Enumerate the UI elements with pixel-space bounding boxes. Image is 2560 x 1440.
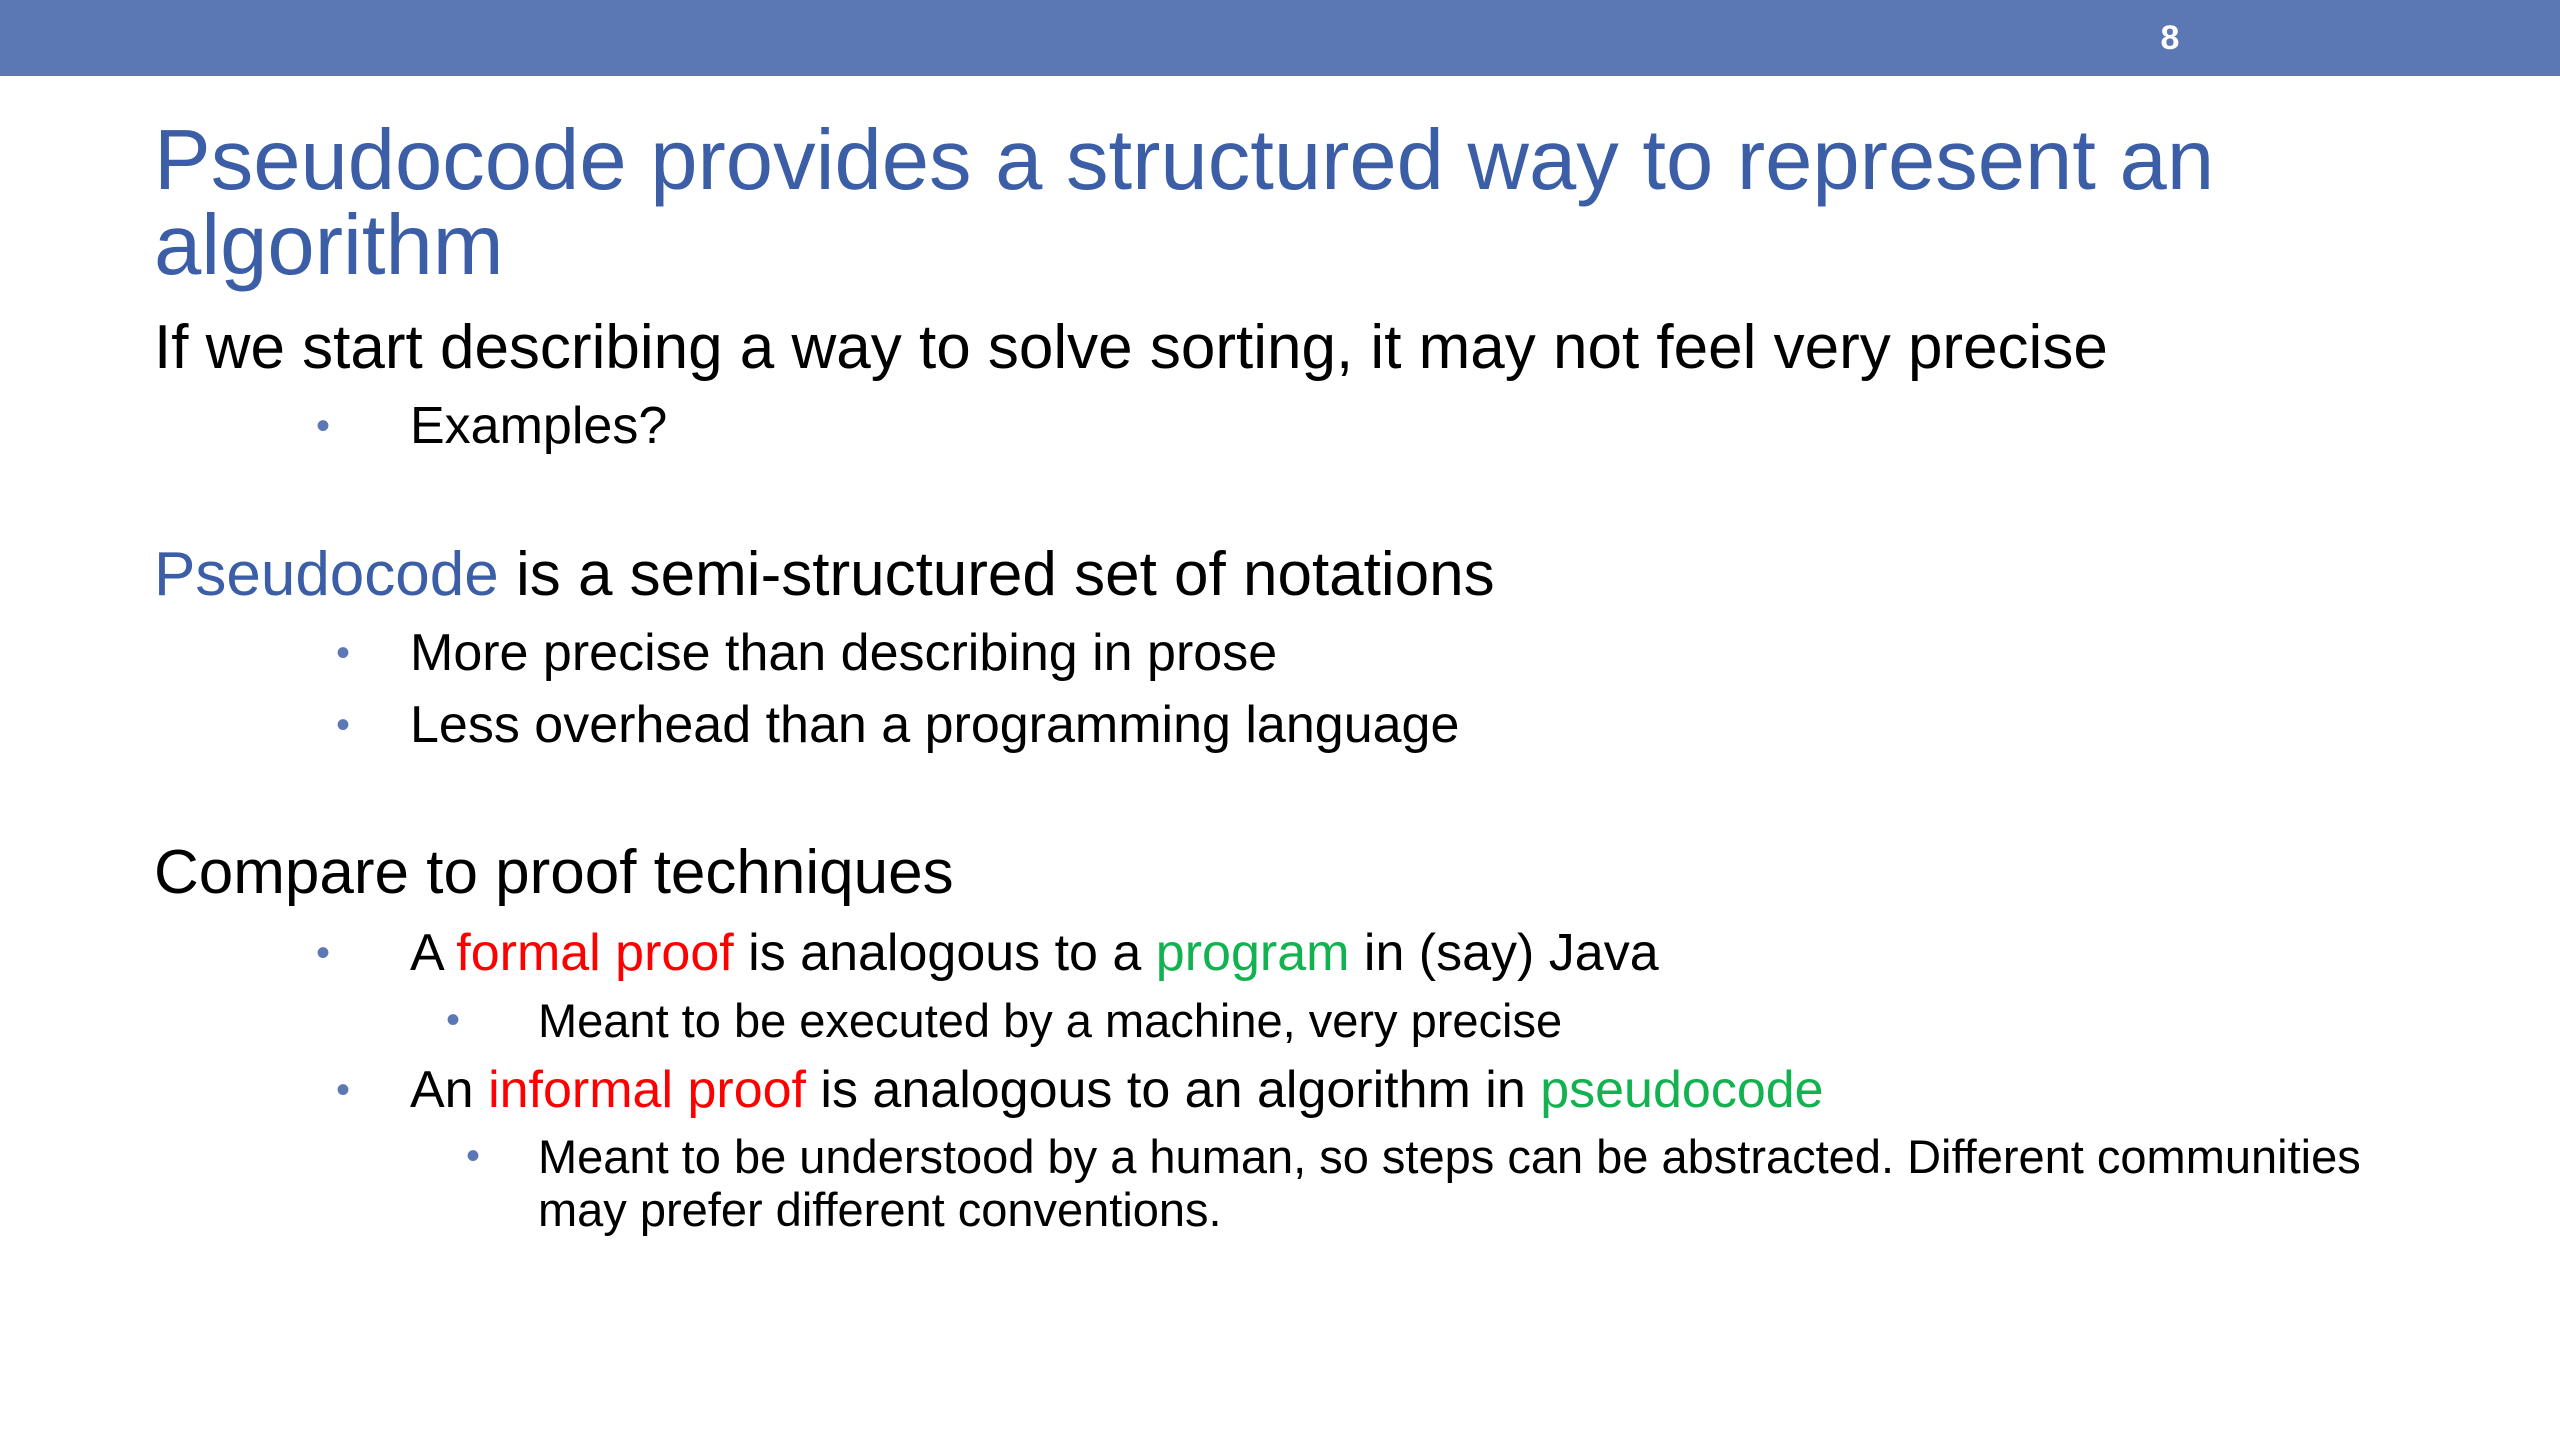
slide-title: Pseudocode provides a structured way to represent an algorithm [154, 113, 2215, 293]
item2-text-b: is analogous to an algorithm in [805, 1061, 1541, 1119]
item1-text-b: is analogous to a [733, 924, 1156, 982]
section2-bullet-precise: More precise than describing in prose [410, 624, 1278, 682]
section3-heading: Compare to proof techniques [154, 838, 954, 907]
section2-heading [154, 540, 1495, 610]
item1-text-a: A [410, 924, 457, 982]
page-number: 8 [2160, 19, 2180, 57]
section3-item2-sub: Meant to be understood by a human, so steps can be abstracted. Different communities may prefer different conventions. [538, 1130, 2361, 1236]
section1-bullet-examples: Examples? [410, 397, 668, 455]
program-term: program [1155, 924, 1350, 982]
bullet-icon: • [316, 931, 331, 975]
section3-item-informal-proof [410, 1060, 1824, 1120]
pseudocode-term: Pseudocode [154, 540, 499, 609]
bullet-icon: • [466, 1134, 481, 1178]
bullet-icon: • [336, 1068, 351, 1112]
bullet-icon: • [316, 404, 331, 448]
section3-item-formal-proof [410, 923, 1659, 983]
informal-proof-term: informal proof [488, 1061, 806, 1119]
bullet-icon: • [446, 998, 461, 1042]
section1-heading: If we start describing a way to solve sorting, it may not feel very precise [154, 313, 2108, 382]
pseudocode-highlight: pseudocode [1540, 1061, 1824, 1119]
formal-proof-term: formal proof [456, 924, 734, 982]
section2-bullet-overhead: Less overhead than a programming language [410, 696, 1460, 754]
bullet-icon: • [336, 631, 351, 675]
header-bar [0, 0, 2560, 76]
item1-text-c: in (say) Java [1349, 924, 1659, 982]
section3-item1-sub: Meant to be executed by a machine, very precise [538, 994, 1563, 1047]
bullet-icon: • [336, 703, 351, 747]
item2-text-a: An [410, 1061, 489, 1119]
section2-heading-rest: is a semi-structured set of notations [498, 540, 1495, 609]
